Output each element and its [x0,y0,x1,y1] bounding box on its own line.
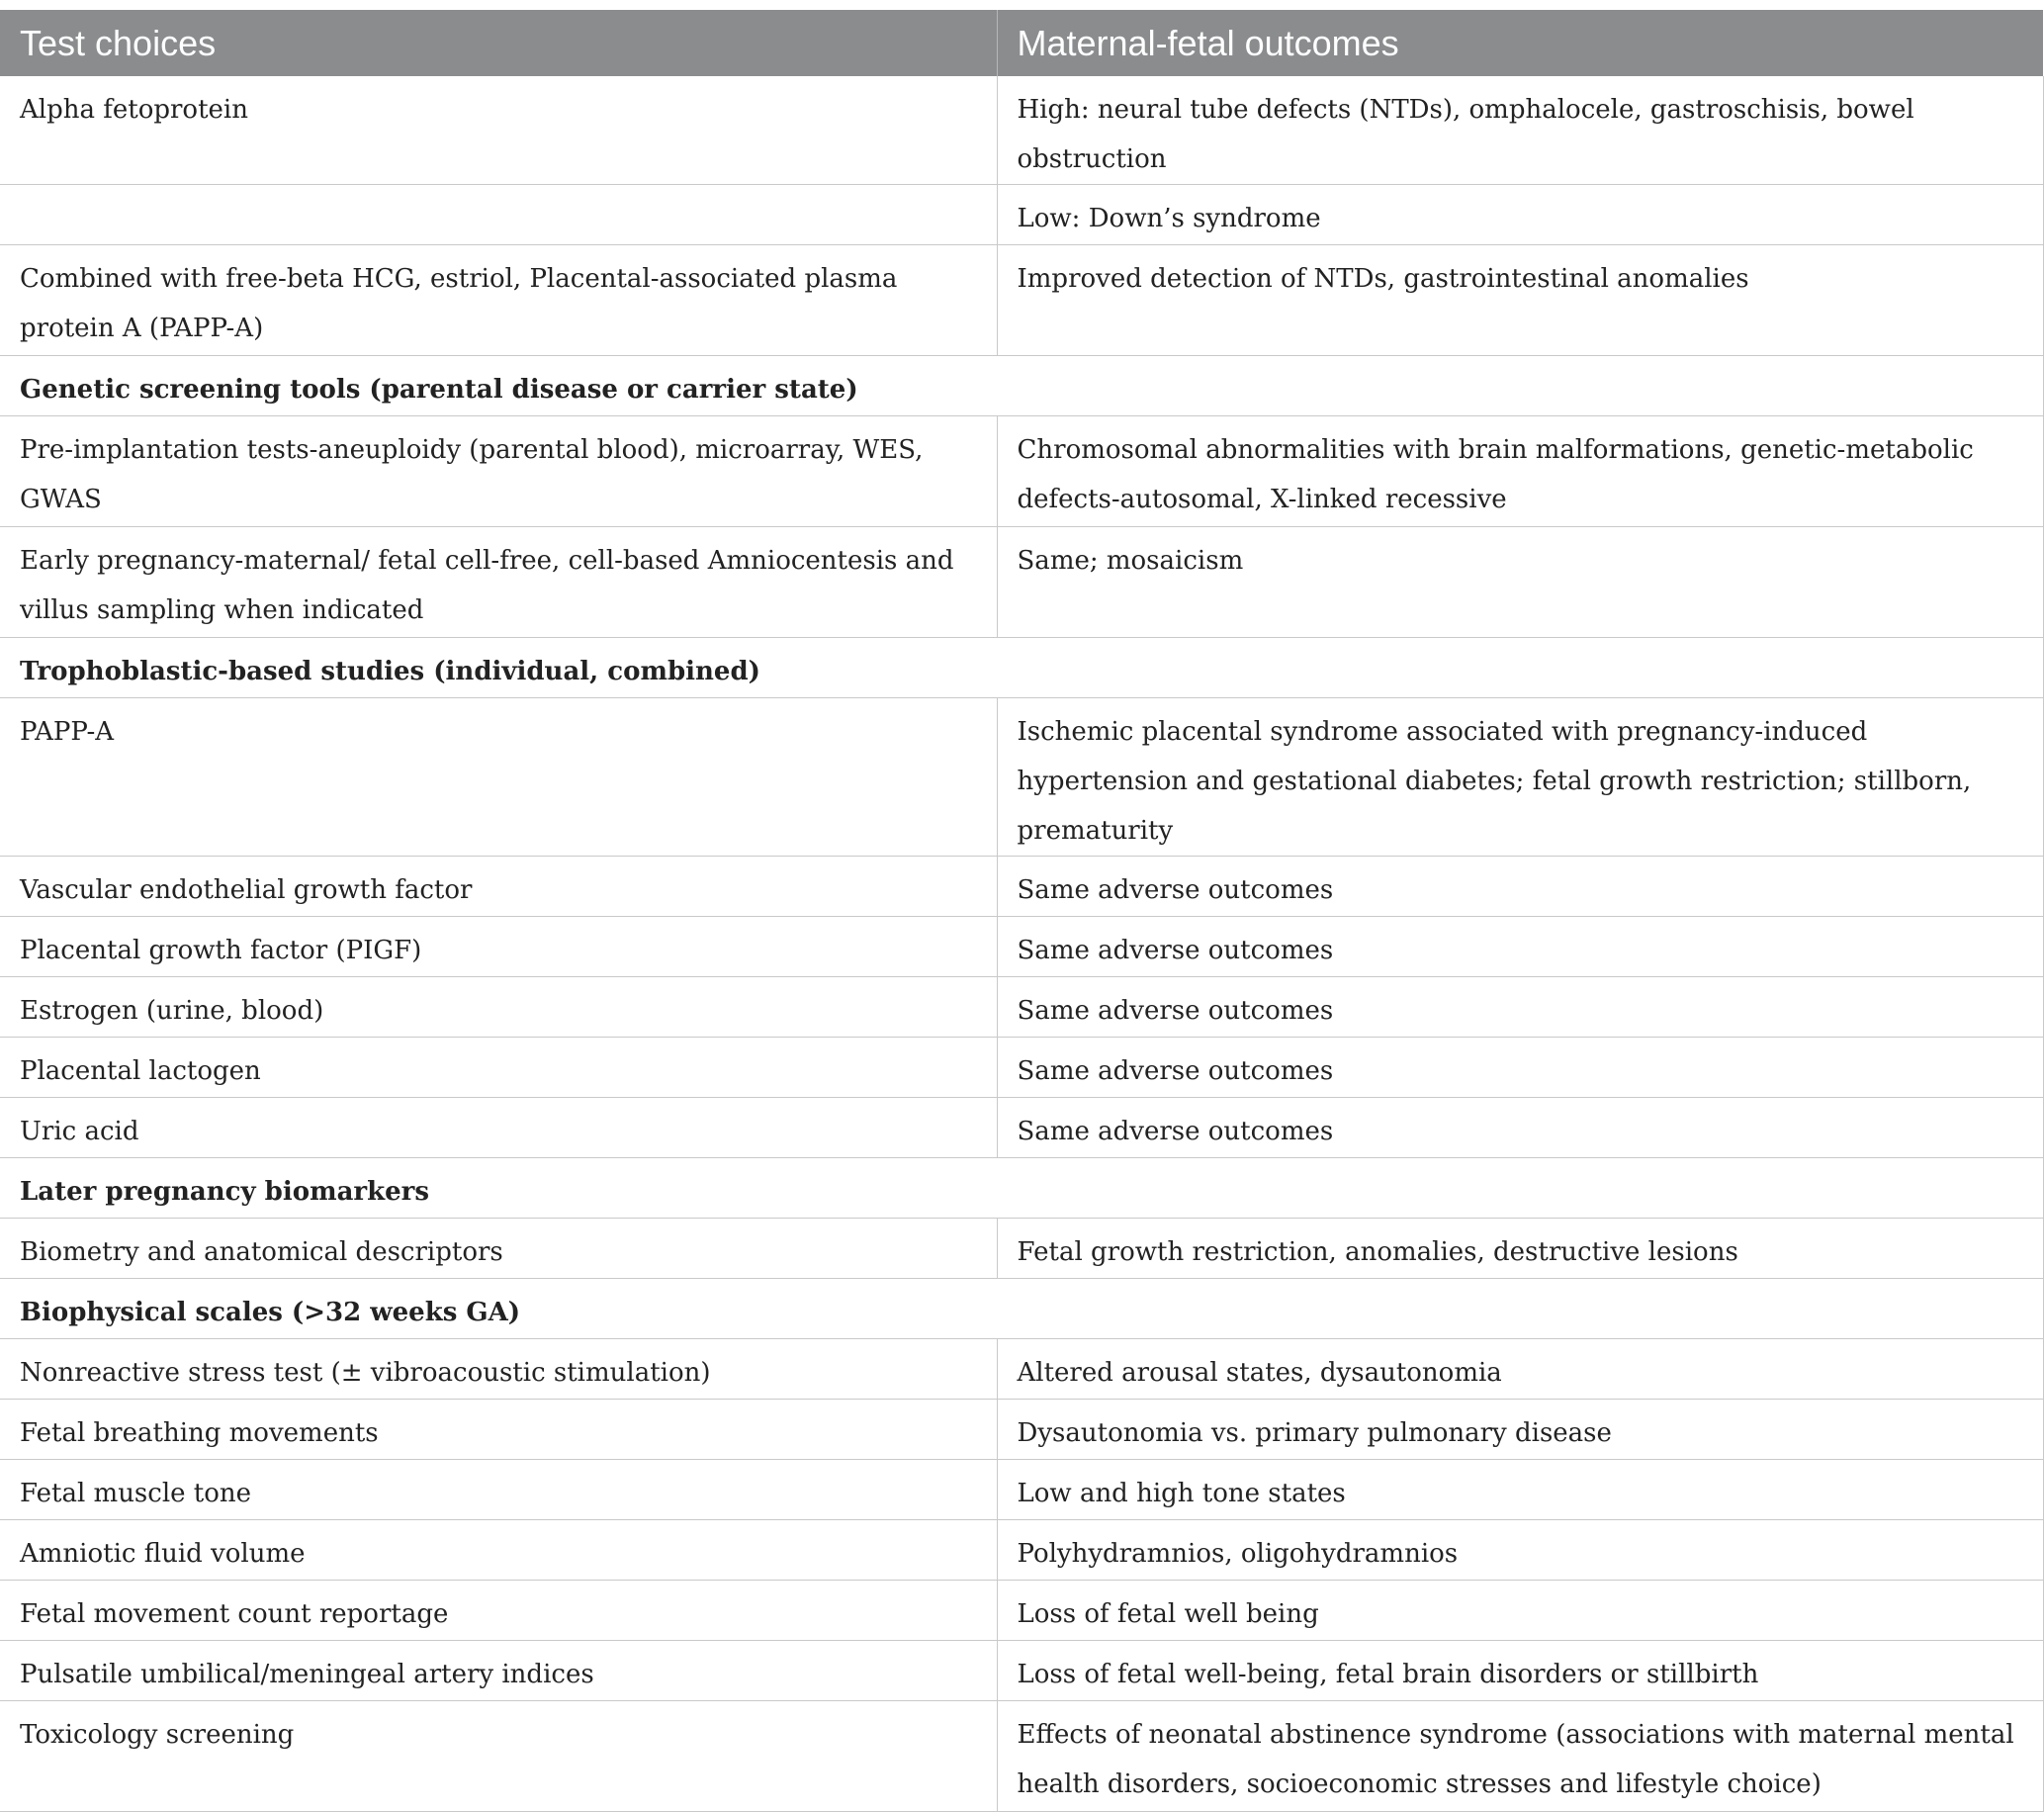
test-cell: Fetal breathing movements [0,1400,997,1460]
test-cell: Placental growth factor (PIGF) [0,917,997,977]
test-cell: Estrogen (urine, blood) [0,977,997,1038]
test-cell: PAPP-A [0,698,997,857]
table-row [0,1701,2043,1812]
outcome-cell: Dysautonomia vs. primary pulmonary disease [997,1400,2043,1460]
table-row [0,1400,2043,1460]
outcome-cell: Altered arousal states, dysautonomia [997,1339,2043,1400]
outcome-cell: High: neural tube defects (NTDs), omphalocele, gastroschisis, bowel obstruction [997,76,2043,185]
section-heading: Genetic screening tools (parental disease or carrier state) [0,356,2043,416]
table-row [0,1581,2043,1641]
table-row [0,1219,2043,1279]
section-row [0,1279,2043,1339]
test-cell: Placental lactogen [0,1038,997,1098]
table-row [0,245,2043,356]
header-row [0,10,2043,76]
table-row [0,76,2043,185]
test-cell [0,185,997,245]
outcomes-table [0,10,2044,1812]
test-cell: Pulsatile umbilical/meningeal artery indices [0,1641,997,1701]
test-cell: Toxicology screening [0,1701,997,1812]
table-row [0,416,2043,527]
outcome-cell: Same; mosaicism [997,527,2043,638]
outcome-cell: Same adverse outcomes [997,1038,2043,1098]
test-cell: Amniotic fluid volume [0,1520,997,1581]
table-row [0,1460,2043,1520]
outcome-cell: Same adverse outcomes [997,1098,2043,1158]
test-cell: Pre-implantation tests-aneuploidy (parental blood), microarray, WES, GWAS [0,416,997,527]
section-heading: Later pregnancy biomarkers [0,1158,2043,1219]
test-cell: Early pregnancy-maternal/ fetal cell-free, cell-based Amniocentesis and villus sampling when indicated [0,527,997,638]
section-row [0,638,2043,698]
table-row [0,977,2043,1038]
section-heading: Biophysical scales (>32 weeks GA) [0,1279,2043,1339]
section-row [0,356,2043,416]
test-cell: Uric acid [0,1098,997,1158]
table-row [0,698,2043,857]
section-heading: Trophoblastic-based studies (individual, combined) [0,638,2043,698]
table-row [0,917,2043,977]
section-row [0,1158,2043,1219]
outcome-cell: Same adverse outcomes [997,977,2043,1038]
header-maternal-fetal-outcomes: Maternal-fetal outcomes [997,10,2043,76]
header-test-choices: Test choices [0,10,997,76]
outcome-cell: Ischemic placental syndrome associated with pregnancy-induced hypertension and gestational diabetes; fetal growth restriction; stillborn, prematurity [997,698,2043,857]
table-row [0,1339,2043,1400]
outcome-cell: Fetal growth restriction, anomalies, destructive lesions [997,1219,2043,1279]
test-cell: Fetal movement count reportage [0,1581,997,1641]
outcome-cell: Same adverse outcomes [997,917,2043,977]
test-cell: Alpha fetoprotein [0,76,997,185]
test-cell: Biometry and anatomical descriptors [0,1219,997,1279]
table-row [0,857,2043,917]
table-row [0,1098,2043,1158]
table-row [0,1641,2043,1701]
outcome-cell: Low: Down’s syndrome [997,185,2043,245]
outcome-cell: Same adverse outcomes [997,857,2043,917]
outcome-cell: Effects of neonatal abstinence syndrome (associations with maternal mental health disorders, socioeconomic stresses and lifestyle choice) [997,1701,2043,1812]
test-cell: Vascular endothelial growth factor [0,857,997,917]
test-cell: Nonreactive stress test (± vibroacoustic stimulation) [0,1339,997,1400]
outcome-cell: Chromosomal abnormalities with brain malformations, genetic-metabolic defects-autosomal, X-linked recessive [997,416,2043,527]
test-cell: Combined with free-beta HCG, estriol, Placental-associated plasma protein A (PAPP-A) [0,245,997,356]
table-row [0,527,2043,638]
outcome-cell: Loss of fetal well being [997,1581,2043,1641]
table-row [0,185,2043,245]
outcome-cell: Improved detection of NTDs, gastrointestinal anomalies [997,245,2043,356]
outcome-cell: Loss of fetal well-being, fetal brain disorders or stillbirth [997,1641,2043,1701]
table-row [0,1038,2043,1098]
outcome-cell: Low and high tone states [997,1460,2043,1520]
outcome-cell: Polyhydramnios, oligohydramnios [997,1520,2043,1581]
test-cell: Fetal muscle tone [0,1460,997,1520]
table-row [0,1520,2043,1581]
